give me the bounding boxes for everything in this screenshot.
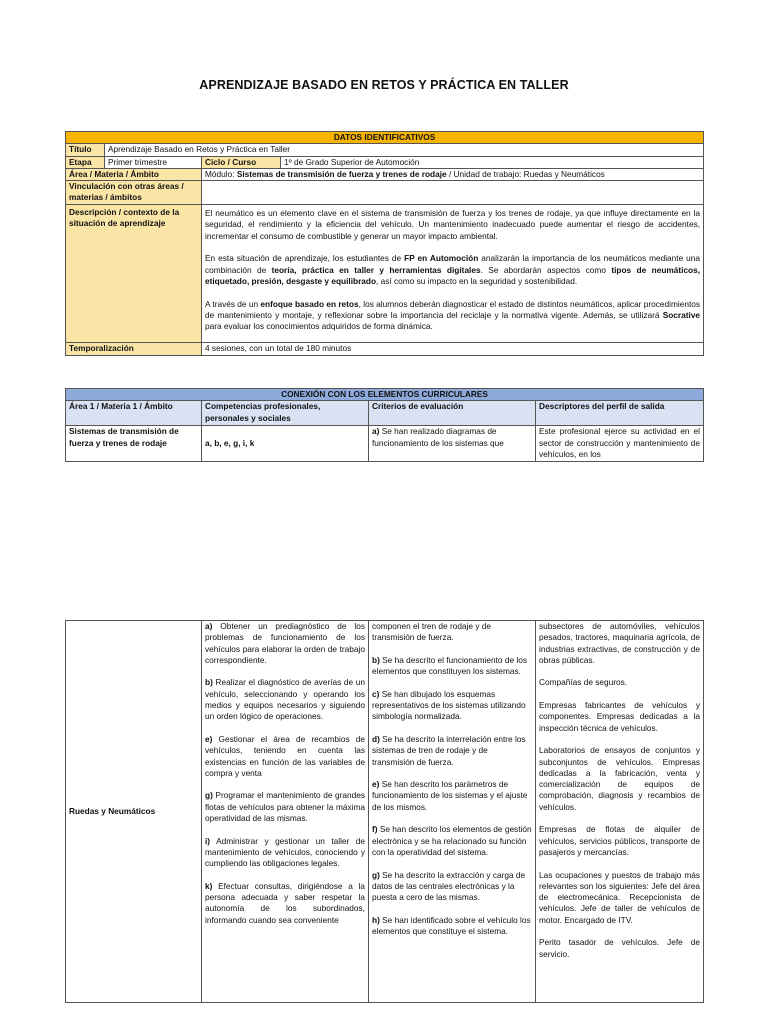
competencia-item — [205, 677, 365, 722]
column-header-competencias: Competencias profesionales, personales y sociales — [202, 401, 369, 426]
descripcion-paragraph-1: El neumático es un elemento clave en el sistema de transmisión de fuerza y los trenes de rodaje, ya que influye directamente en la seguridad, el rendimiento y la eficiencia del vehículo. Un mantenimiento inadecuado puede aumentar el riesgo de accidentes, incrementar el consumo de combustible y generar un mayor impacto ambiental. — [205, 208, 701, 241]
competencia-item-letter: b) — [205, 677, 213, 688]
criterio-item — [372, 915, 532, 938]
descripcion-paragraph-3 — [205, 299, 700, 333]
datos-identificativos-table — [65, 131, 704, 356]
descriptor-paragraph: Las ocupaciones y puestos de trabajo más relevantes son los siguientes: Jefe del área de electromecánica. Recepcionista de vehículos. Jefe de taller de vehículos de motor. Encargado de ITV. — [539, 869, 700, 925]
column-header-area: Área 1 / Materia 1 / Ámbito — [66, 401, 202, 426]
criterios-list-cell — [369, 621, 536, 1003]
titulo-value: Aprendizaje Basado en Retos y Práctica en Taller — [105, 144, 704, 156]
competencias-cell: a, b, e, g, i, k — [202, 426, 369, 462]
temporalizacion-value: 4 sesiones, con un total de 180 minutos — [202, 343, 704, 356]
descripcion-label: Descripción / contexto de la situación de aprendizaje — [66, 205, 202, 343]
criterios-cell — [369, 426, 536, 462]
criterio-item-text: Se han descrito los elementos de gestión electrónica y se ha relacionado su función con la operatividad del sistema. — [372, 824, 532, 857]
descripcion-paragraph-2 — [205, 253, 700, 287]
competencia-item — [205, 734, 365, 779]
datos-header: DATOS IDENTIFICATIVOS — [66, 132, 704, 144]
competencia-item-letter: k) — [205, 880, 213, 891]
criterio-item-letter: g) — [372, 869, 380, 880]
criterio-item — [372, 655, 532, 678]
temporalizacion-label: Temporalización — [66, 343, 202, 356]
competencia-item-text: Realizar el diagnóstico de averías de un vehículo, seleccionando y operando los medios y equipos necesarios y siguiendo un orden lógico de operaciones. — [205, 677, 365, 722]
descriptor-paragraph: Perito tasador de vehículos. Jefe de servicio. — [539, 937, 700, 959]
vinculacion-value — [202, 181, 704, 205]
competencia-item-letter: g) — [205, 790, 213, 801]
criterio-item-letter: e) — [372, 779, 380, 790]
conexion-header: CONEXIÓN CON LOS ELEMENTOS CURRICULARES — [66, 389, 704, 401]
conexion-curricular-table — [65, 388, 704, 462]
desc-p3-bold-b: enfoque basado en retos — [260, 298, 359, 309]
desc-p2-text-c: analizarán la importancia de los neumáticos mediante una combinación de — [205, 253, 701, 275]
criterio-text: Se han realizado diagramas de funcionamiento de los sistemas que — [372, 426, 504, 448]
vinculacion-label: Vinculación con otras áreas / materias / ámbitos — [66, 181, 202, 205]
criterio-item — [372, 734, 532, 768]
desc-p2-text-a: En esta situación de aprendizaje, los estudiantes de — [205, 253, 405, 264]
desc-p3-text-e: para evaluar los conocimientos adquiridos de forma dinámica. — [205, 321, 433, 332]
titulo-label: Título — [66, 144, 105, 156]
desc-p3-text-c: , los alumnos deberán diagnosticar el estado de distintos neumáticos, aplicar procedimientos de mantenimiento y montaje, y reflexionar sobre la importancia del reciclaje y la normativa vigente. Además, se utilizará — [205, 298, 701, 320]
desc-p2-text-e: . Se abordarán aspectos como — [480, 264, 612, 275]
competencias-list-cell — [202, 621, 369, 1003]
competencia-item-text: Programar el mantenimiento de grandes flotas de vehículos para obtener la máxima operatividad de las mismas. — [205, 790, 365, 824]
area-modulo-name: Sistemas de transmisión de fuerza y trenes de rodaje — [236, 168, 447, 179]
ciclo-label: Ciclo / Curso — [202, 156, 281, 168]
competencia-item-letter: i) — [205, 835, 211, 846]
criterio-item-letter: f) — [372, 824, 378, 835]
descriptor-paragraph: subsectores de automóviles, vehículos pesados, tractores, maquinaria agrícola, de industrias extractivas, de construcción y de obras públicas. — [539, 621, 700, 665]
criterio-item-text: Se ha descrito el funcionamiento de los elementos que constituyen los sistemas. — [372, 654, 527, 677]
area-label: Área / Materia / Ámbito — [66, 168, 202, 180]
desc-p2-bold-d: teoría, práctica en taller y herramientas digitales — [271, 264, 481, 275]
area-value — [202, 168, 704, 180]
desc-p2-bold-b: FP en Automoción — [404, 253, 479, 264]
etapa-value: Primer trimestre — [105, 156, 202, 168]
area-ruedas-cell: Ruedas y Neumáticos — [66, 621, 202, 1003]
criterio-item — [372, 689, 532, 723]
criterio-item-text: Se han dibujado los esquemas representativos de los sistemas utilizando simbología normalizada. — [372, 688, 526, 722]
competencia-item — [205, 790, 365, 824]
descriptor-paragraph: Empresas de flotas de alquiler de vehículos, servicios públicos, transporte de pasajeros y mercancías. — [539, 824, 700, 857]
competencia-item — [205, 881, 365, 926]
page-title: APRENDIZAJE BASADO EN RETOS Y PRÁCTICA EN TALLER — [199, 78, 569, 92]
criterio-item-text: Se ha descrito la extracción y carga de datos de las centrales electrónicas y la puesta a cero de las mismas. — [372, 869, 526, 903]
descripcion-value — [202, 205, 704, 343]
descriptor-paragraph: Empresas fabricantes de vehículos y componentes. Empresas dedicadas a la inspección técnica de vehículos. — [539, 700, 700, 733]
criterio-item-letter: d) — [372, 733, 380, 744]
competencia-item-text: Efectuar consultas, dirigiéndose a la persona adecuada y saber respetar la autonomía de los subordinados, informando cuando sea conveniente — [205, 880, 365, 925]
criterio-item-text: Se han descrito los parámetros de funcionamiento de los sistemas y el ajuste de los mismos. — [372, 779, 528, 812]
descriptor-paragraph: Laboratorios de ensayos de conjuntos y subconjuntos de vehículos. Empresas dedicadas a la fabricación, venta y comercialización de equipos de comprobación, diagnosis y recambios de vehículos. — [539, 745, 700, 812]
ciclo-value: 1º de Grado Superior de Automoción — [281, 156, 704, 168]
area-cell: Sistemas de transmisión de fuerza y trenes de rodaje — [66, 426, 202, 462]
criterio-item — [372, 779, 532, 813]
competencia-item-text: Administrar y gestionar un taller de mantenimiento de vehículos, conociendo y cumpliendo las obligaciones legales. — [205, 835, 365, 869]
descriptores-cell: Este profesional ejerce su actividad en el sector de construcción y mantenimiento de vehículos, en los — [536, 426, 704, 462]
competencia-item — [205, 621, 365, 666]
conexion-continuation-table — [65, 620, 704, 1003]
criterio-item — [372, 824, 532, 858]
competencia-item-letter: a) — [205, 621, 213, 631]
criterio-item — [372, 870, 532, 904]
competencia-item-text: Gestionar el área de recambios de vehículos, teniendo en cuenta las existencias en función de las variables de compra y venta — [205, 733, 365, 778]
criterio-item-letter: h) — [372, 914, 380, 925]
criterio-letter: a) — [372, 426, 380, 437]
criterio-item-text: Se han identificado sobre el vehículo los elementos que constituye el sistema. — [372, 914, 531, 937]
desc-p2-bold-f: tipos de neumáticos, etiquetado, presión, desgaste y equilibrado — [205, 264, 701, 286]
competencia-item-letter: e) — [205, 733, 213, 744]
criterio-continued-text: componen el tren de rodaje y de transmisión de fuerza. — [372, 621, 492, 643]
descriptor-paragraph: Compañías de seguros. — [539, 677, 628, 688]
criterio-item-letter: b) — [372, 654, 380, 665]
etapa-label: Etapa — [66, 156, 105, 168]
column-header-descriptores: Descriptores del perfil de salida — [536, 401, 704, 426]
desc-p3-text-a: A través de un — [205, 298, 261, 309]
desc-p2-text-g: , así como su impacto en la seguridad y sostenibilidad. — [376, 275, 578, 286]
competencia-item — [205, 836, 365, 870]
competencia-item-text: Obtener un prediagnóstico de los problemas de funcionamiento de los vehículos para elaborar la orden de trabajo correspondiente. — [205, 621, 365, 665]
area-modulo-prefix: Módulo: — [205, 168, 237, 179]
column-header-criterios: Criterios de evaluación — [369, 401, 536, 426]
desc-p3-bold-d: Socrative — [662, 309, 701, 320]
criterio-item-text: Se ha descrito la interrelación entre los sistemas de tren de rodaje y de transmisión de fuerza. — [372, 733, 526, 767]
criterio-item-letter: c) — [372, 688, 380, 699]
area-unidad: / Unidad de trabajo: Ruedas y Neumáticos — [446, 168, 605, 179]
descriptores-list-cell — [536, 621, 704, 1003]
